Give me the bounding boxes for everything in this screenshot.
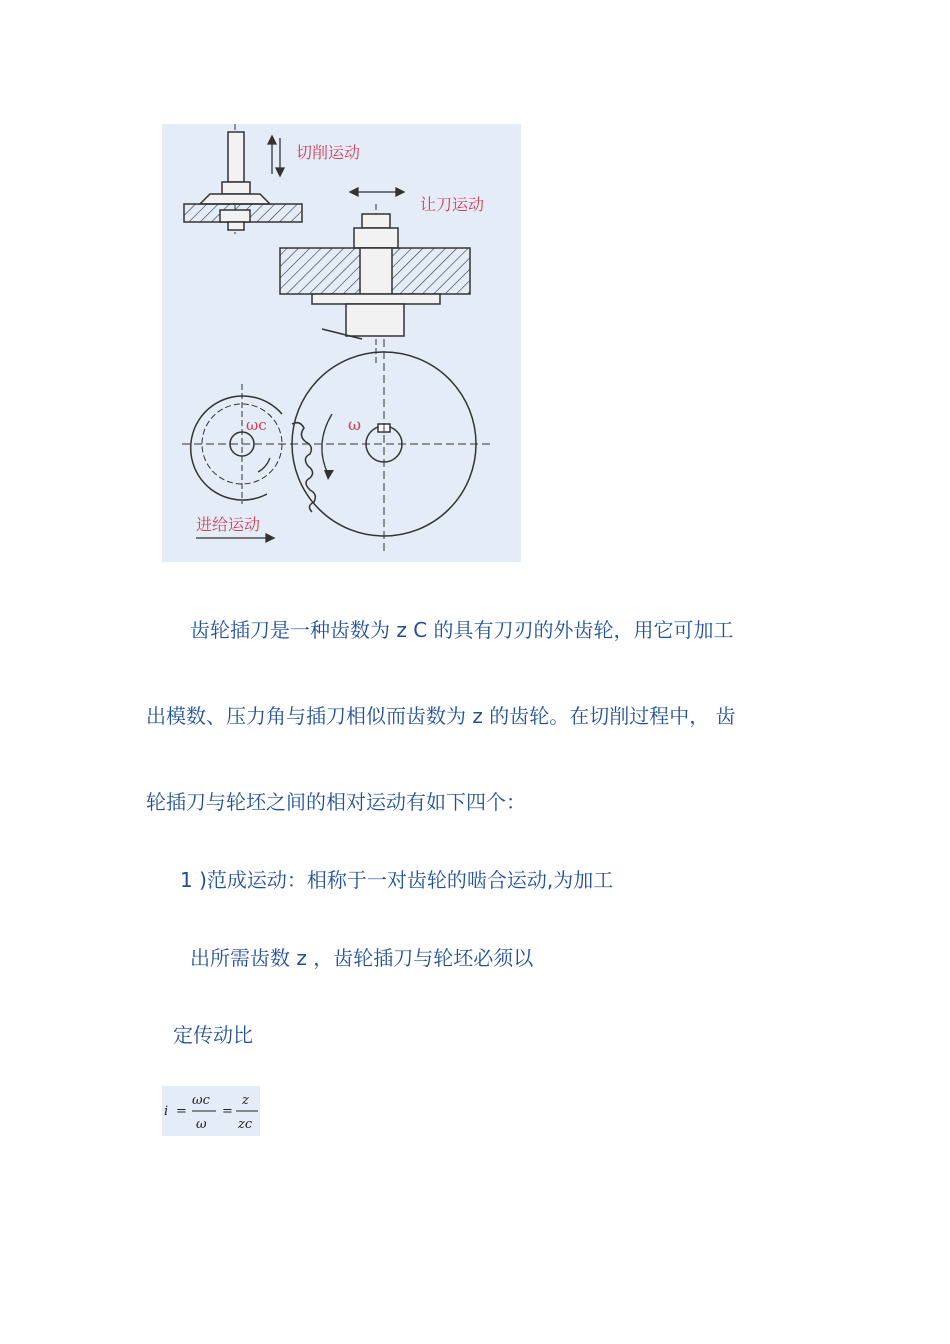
formula-z: z: [242, 1093, 249, 1108]
formula-eq-1: =: [176, 1104, 187, 1119]
gear-shaping-diagram: [162, 124, 521, 562]
formula-i: i: [164, 1104, 169, 1119]
formula-omega: ω: [196, 1117, 207, 1132]
feed-motion-label: 进给运动: [196, 515, 261, 534]
cutting-motion-label: 切削运动: [296, 143, 361, 162]
list-item-1-line-2: 出所需齿数 z ，齿轮插刀与轮坯必须以: [190, 946, 534, 970]
cutter-spindle: [184, 124, 302, 234]
formula-z-c: zc: [238, 1117, 253, 1132]
formula-eq-2: =: [222, 1104, 233, 1119]
relief-motion-label: 让刀运动: [420, 195, 485, 214]
omega-label: ω: [348, 415, 362, 434]
cutting-motion-arrow: [268, 136, 284, 176]
omega-c-label: ωc: [246, 416, 267, 434]
relief-motion-arrow: [350, 188, 404, 196]
paragraph-line-1: 齿轮插刀是一种齿数为 z C 的具有刀刃的外齿轮，用它可加工: [190, 618, 734, 642]
transmission-ratio-formula: [162, 1086, 260, 1136]
paragraph-line-3: 轮插刀与轮坯之间的相对运动有如下四个：: [146, 790, 526, 814]
feed-motion-arrow: [196, 534, 274, 542]
formula-svg: [162, 1086, 260, 1136]
workpiece-blank: [280, 204, 470, 364]
list-item-1-line-1: 1 )范成运动：相称于一对齿轮的啮合运动,为加工: [180, 868, 614, 892]
paragraph-line-2: 出模数、压力角与插刀相似而齿数为 z 的齿轮。在切削过程中， 齿: [146, 704, 736, 728]
gear-shaping-figure: [162, 124, 521, 562]
list-item-1-line-3: 定传动比: [173, 1023, 253, 1047]
formula-omega-c: ωc: [192, 1093, 210, 1108]
